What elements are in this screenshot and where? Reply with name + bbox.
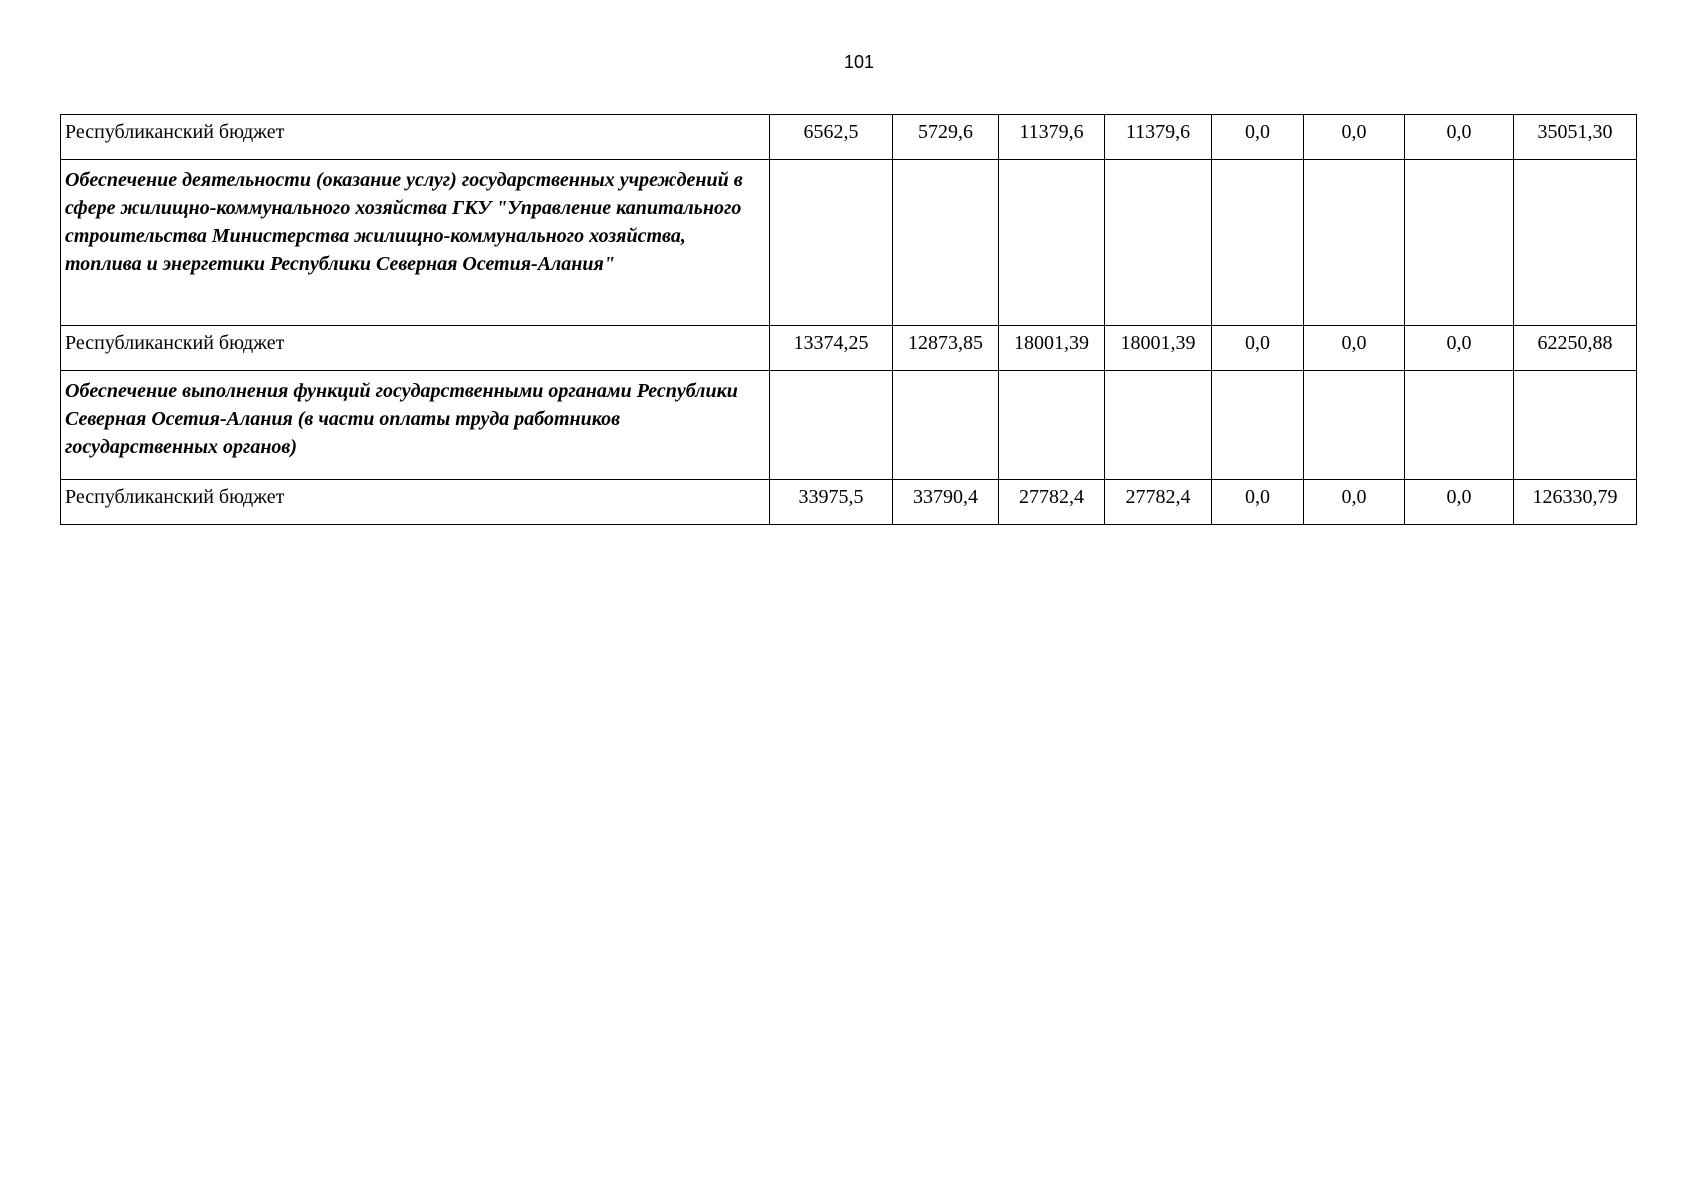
- row-label: Республиканский бюджет: [61, 326, 770, 371]
- value-cell: 0,0: [1405, 115, 1514, 160]
- page-number: 101: [843, 52, 875, 72]
- value-cell: 0,0: [1304, 115, 1405, 160]
- empty-cell: [999, 160, 1105, 326]
- value-cell: 0,0: [1212, 326, 1304, 371]
- value-cell: 13374,25: [770, 326, 893, 371]
- value-cell: 0,0: [1212, 115, 1304, 160]
- empty-cell: [893, 371, 999, 480]
- total-cell: 35051,30: [1514, 115, 1637, 160]
- section-heading: Обеспечение выполнения функций государственными органами Республики Северная Осетия-Алания (в части оплаты труда работников государственных органов): [61, 371, 770, 480]
- row-label: Республиканский бюджет: [61, 115, 770, 160]
- value-cell: 18001,39: [1105, 326, 1212, 371]
- table-row: [61, 371, 1637, 480]
- section-heading: Обеспечение деятельности (оказание услуг) государственных учреждений в сфере жилищно-коммунального хозяйства ГКУ "Управление капитального строительства Министерства жилищно-коммунального хозяйства, топлива и энергетики Республики Северная Осетия-Алания": [61, 160, 770, 326]
- empty-cell: [770, 160, 893, 326]
- value-cell: 11379,6: [999, 115, 1105, 160]
- empty-cell: [1304, 371, 1405, 480]
- empty-cell: [999, 371, 1105, 480]
- empty-cell: [1105, 160, 1212, 326]
- value-cell: 11379,6: [1105, 115, 1212, 160]
- empty-cell: [1105, 371, 1212, 480]
- table-row: [61, 326, 1637, 371]
- value-cell: 18001,39: [999, 326, 1105, 371]
- value-cell: 27782,4: [1105, 480, 1212, 525]
- value-cell: 33975,5: [770, 480, 893, 525]
- empty-cell: [1405, 371, 1514, 480]
- value-cell: 0,0: [1405, 480, 1514, 525]
- empty-cell: [1304, 160, 1405, 326]
- row-label: Республиканский бюджет: [61, 480, 770, 525]
- total-cell: 126330,79: [1514, 480, 1637, 525]
- empty-cell: [1514, 160, 1637, 326]
- value-cell: 5729,6: [893, 115, 999, 160]
- table-row: [61, 160, 1637, 326]
- value-cell: 0,0: [1405, 326, 1514, 371]
- value-cell: 12873,85: [893, 326, 999, 371]
- value-cell: 0,0: [1304, 326, 1405, 371]
- table-row: [61, 115, 1637, 160]
- budget-table: [60, 114, 1637, 525]
- value-cell: 33790,4: [893, 480, 999, 525]
- total-cell: 62250,88: [1514, 326, 1637, 371]
- value-cell: 6562,5: [770, 115, 893, 160]
- value-cell: 27782,4: [999, 480, 1105, 525]
- value-cell: 0,0: [1212, 480, 1304, 525]
- empty-cell: [1212, 371, 1304, 480]
- empty-cell: [1212, 160, 1304, 326]
- empty-cell: [1514, 371, 1637, 480]
- empty-cell: [770, 371, 893, 480]
- empty-cell: [893, 160, 999, 326]
- table-row: [61, 480, 1637, 525]
- empty-cell: [1405, 160, 1514, 326]
- value-cell: 0,0: [1304, 480, 1405, 525]
